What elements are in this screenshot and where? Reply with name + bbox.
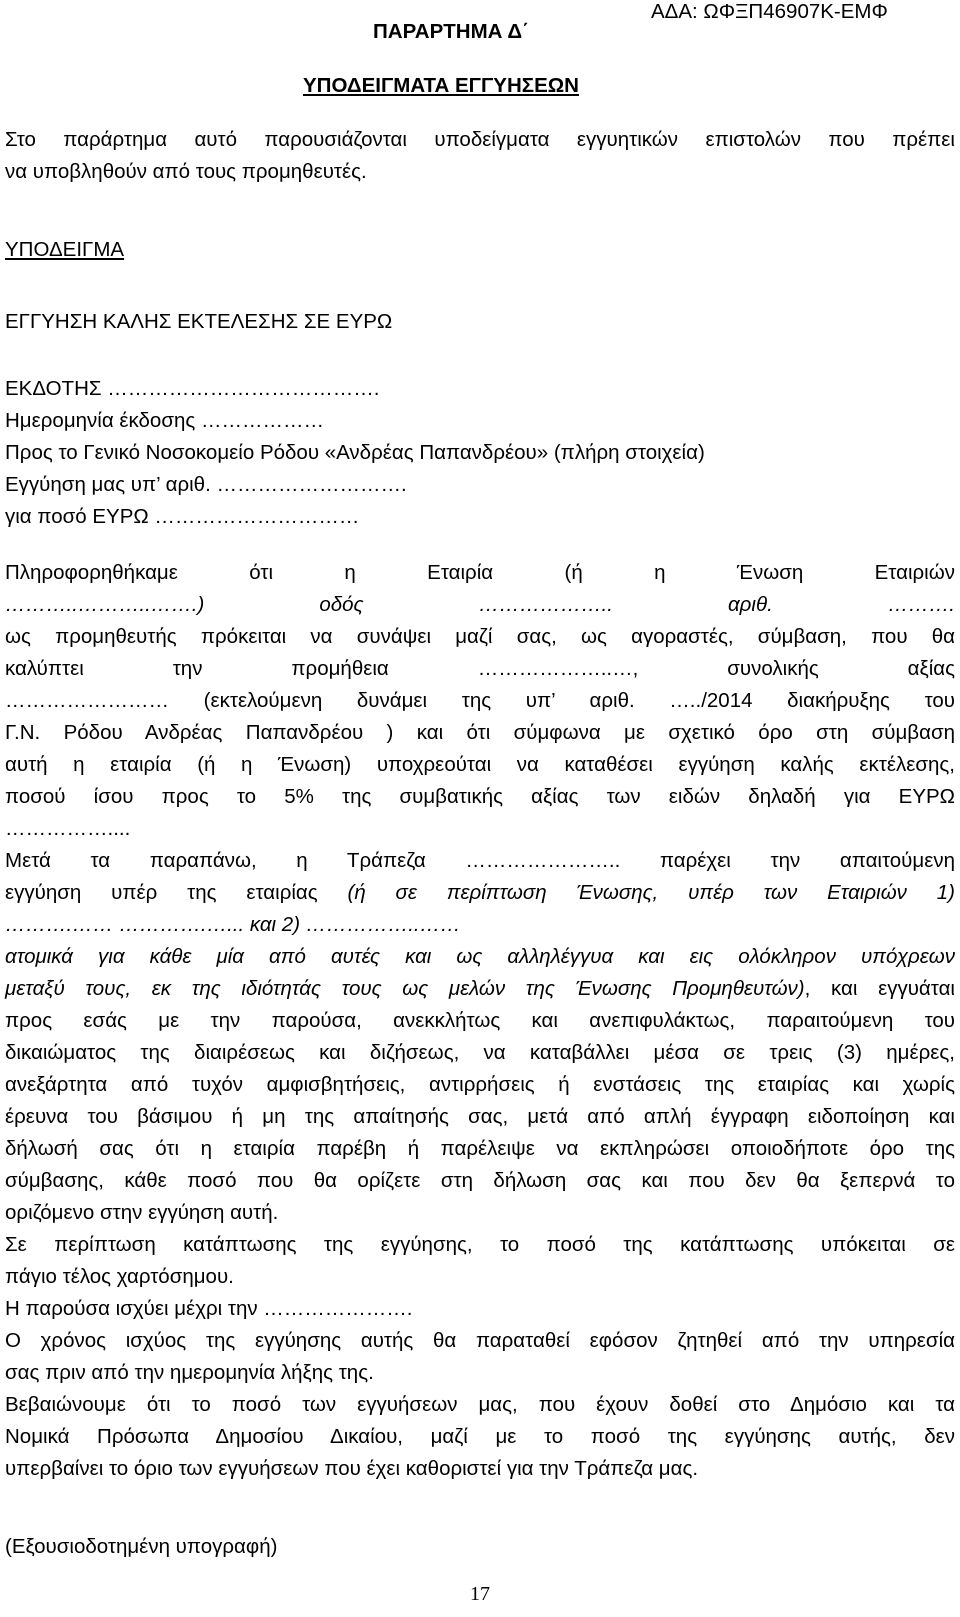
body-line: ………..………..…….) οδός ……………….. αριθ. ……….	[5, 593, 955, 616]
issue-date-field: Ημερομηνία έκδοσης ………………	[5, 409, 324, 432]
guarantee-title: ΕΓΓΥΗΣΗ ΚΑΛΗΣ ΕΚΤΕΛΕΣΗΣ ΣΕ ΕΥΡΩ	[5, 310, 393, 333]
body-line: προς εσάς με την παρούσα, ανεκκλήτως και ανεπιφυλάκτως, παραιτούμενη του	[5, 1009, 955, 1032]
body-line: Ο χρόνος ισχύος της εγγύησης αυτής θα παραταθεί εφόσον ζητηθεί από την υπηρεσία	[5, 1329, 955, 1352]
recipient-field: Προς το Γενικό Νοσοκομείο Ρόδου «Ανδρέας Παπανδρέου» (πλήρη στοιχεία)	[5, 441, 705, 464]
body-line: ……………....	[5, 817, 131, 840]
body-line: σύμβασης, κάθε ποσό που θα ορίζετε στη δήλωση σας και που δεν θα ξεπερνά το	[5, 1169, 955, 1192]
body-text-italic: μεταξύ τους, εκ της ιδιότητάς τους ως μελών της Ένωσης Προμηθευτών)	[5, 977, 805, 1000]
samples-heading: ΥΠΟΔΕΙΓΜΑΤΑ ΕΓΓΥΗΣΕΩΝ	[303, 74, 579, 97]
body-line: Σε περίπτωση κατάπτωσης της εγγύησης, το ποσό της κατάπτωσης υπόκειται σε	[5, 1233, 955, 1256]
body-line: Βεβαιώνουμε ότι το ποσό των εγγυήσεων μας, που έχουν δοθεί στο Δημόσιο και τα	[5, 1393, 955, 1416]
signature-line: (Εξουσιοδοτημένη υπογραφή)	[5, 1535, 278, 1558]
body-line: ατομικά για κάθε μία από αυτές και ως αλληλέγγυα και εις ολόκληρον υπόχρεων	[5, 945, 955, 968]
body-text-italic: (ή σε περίπτωση Ένωσης, υπέρ των Εταιριών 1)	[347, 881, 955, 904]
page-number: 17	[470, 1583, 490, 1605]
body-line: σας πριν από την ημερομηνία λήξης της.	[5, 1361, 374, 1384]
body-line: υπερβαίνει το όριο των εγγυήσεων που έχει καθοριστεί για την Τράπεζα μας.	[5, 1457, 699, 1480]
body-line: Γ.Ν. Ρόδου Ανδρέας Παπανδρέου ) και ότι σύμφωνα με σχετικό όρο στη σύμβαση	[5, 721, 955, 744]
body-line: …………………… (εκτελούμενη δυνάμει της υπ’ αριθ. …../2014 διακήρυξης του	[5, 689, 955, 712]
body-line: οριζόμενο στην εγγύηση αυτή.	[5, 1201, 279, 1224]
body-line: καλύπτει την προμήθεια ………………..…, συνολικής αξίας	[5, 657, 955, 680]
body-line: έρευνα του βάσιμου ή μη της απαίτησής σας, μετά από απλή έγγραφη ειδοποίηση και	[5, 1105, 955, 1128]
intro-line-2: να υποβληθούν από τους προμηθευτές.	[5, 160, 367, 183]
body-text: , και εγγυάται	[804, 977, 955, 1000]
body-line: ……….…… ………….…... και 2) ……………..……	[5, 913, 461, 936]
sample-heading: ΥΠΟΔΕΙΓΜΑ	[5, 238, 125, 261]
body-line: Μετά τα παραπάνω, η Τράπεζα ………………….. παρέχει την απαιτούμενη	[5, 849, 955, 872]
body-line: ως προμηθευτής πρόκειται να συνάψει μαζί σας, ως αγοραστές, σύμβαση, που θα	[5, 625, 955, 648]
body-text: Πληροφορηθήκαμε ότι η Εταιρία (ή η Ένωση Εταιριών	[5, 561, 955, 584]
amount-field: για ποσό ΕΥΡΩ …………………………	[5, 505, 360, 528]
ada-code: ΑΔΑ: ΩΦΞΠ46907Κ-ΕΜΦ	[651, 0, 888, 23]
body-line: δικαιώματος της διαιρέσεως και διζήσεως, να καταβάλλει μέσα σε τρεις (3) ημέρες,	[5, 1041, 955, 1064]
body-line	[5, 561, 955, 585]
body-line: Νομικά Πρόσωπα Δημοσίου Δικαίου, μαζί με το ποσό της εγγύησης αυτής, δεν	[5, 1425, 955, 1448]
issuer-field: ΕΚΔΟΤΗΣ ………………………………….	[5, 377, 380, 400]
body-line: δήλωσή σας ότι η εταιρία παρέβη ή παρέλειψε να εκπληρώσει οποιοδήποτε όρο της	[5, 1137, 955, 1160]
body-line: αυτή η εταιρία (ή η Ένωση) υποχρεούται να καταθέσει εγγύηση καλής εκτέλεσης,	[5, 753, 955, 776]
body-line: ποσού ίσου προς το 5% της συμβατικής αξίας των ειδών δηλαδή για ΕΥΡΩ	[5, 785, 955, 808]
body-line: ανεξάρτητα από τυχόν αμφισβητήσεις, αντιρρήσεις ή ενστάσεις της εταιρίας και χωρίς	[5, 1073, 955, 1096]
body-text: εγγύηση υπέρ της εταιρίας	[5, 881, 318, 904]
body-line	[5, 881, 955, 905]
body-line: Η παρούσα ισχύει μέχρι την ………………….	[5, 1297, 413, 1320]
body-line	[5, 977, 955, 1001]
annex-title: ΠΑΡΑΡΤΗΜΑ Δ΄	[373, 20, 529, 43]
body-line: πάγιο τέλος χαρτόσημου.	[5, 1265, 234, 1288]
guarantee-number-field: Εγγύηση μας υπ’ αριθ. ……………………….	[5, 473, 407, 496]
intro-line-1: Στο παράρτημα αυτό παρουσιάζονται υποδείγματα εγγυητικών επιστολών που πρέπει	[5, 128, 955, 151]
